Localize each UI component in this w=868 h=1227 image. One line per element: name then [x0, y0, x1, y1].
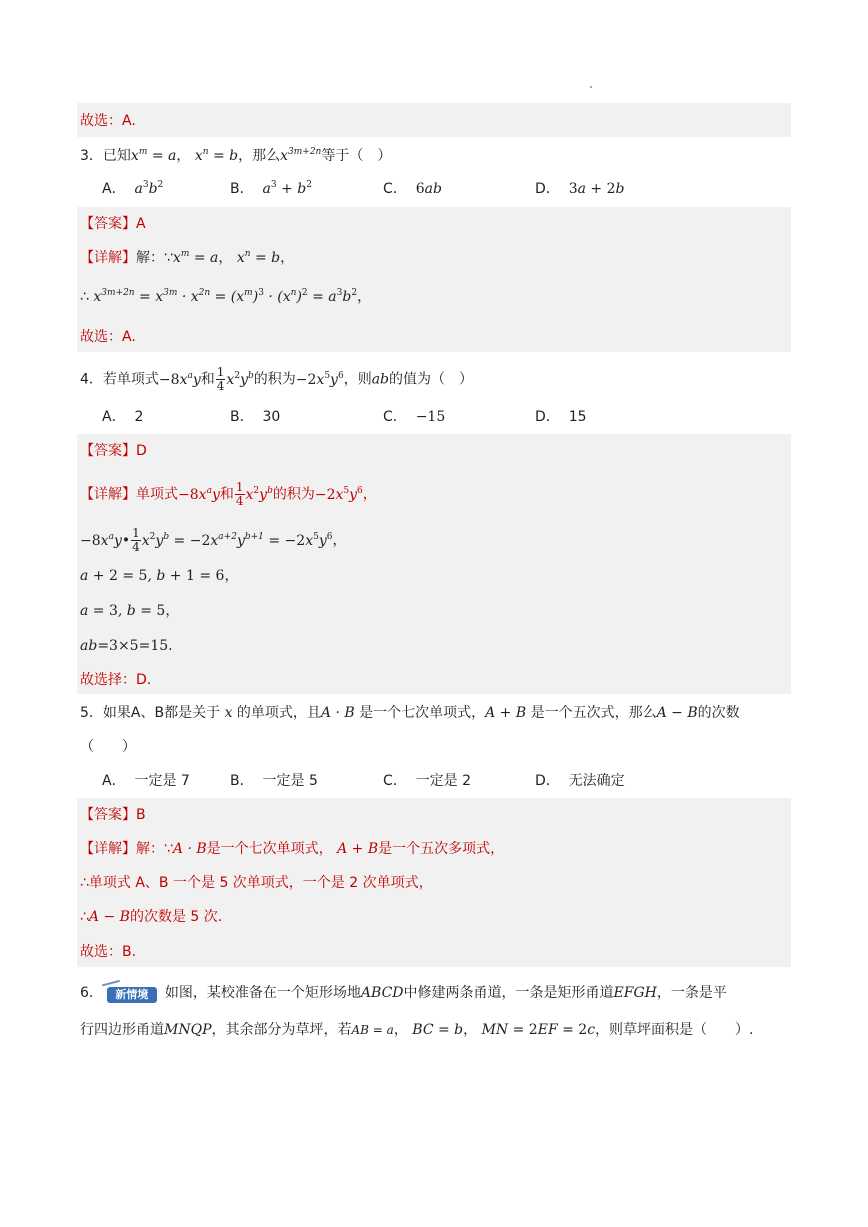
new-scenario-badge: 新情境 [103, 982, 161, 1004]
q4-step-4: ab=3×5=15. [80, 638, 173, 654]
q4-option-b: B． 30 [230, 409, 281, 425]
q4-detail: 【详解】单项式$-8x^ay$和 $\frac{1}{4}$ $x^2y^b$的积为$-2x^5y^6$， [80, 480, 377, 508]
q5-stem: 5．如果A、B都是关于 x 的单项式，且A · B 是一个七次单项式，A + B 是一个五次式，那么A − B的次数 [80, 705, 740, 721]
q3-option-a: A． $a^3b^2$ [102, 180, 164, 197]
q4-option-a: A． 2 [102, 409, 144, 425]
q4-conclusion: 故选择：D. [80, 672, 152, 688]
q3-number: 3． [80, 148, 103, 164]
speck [590, 86, 592, 88]
q3-option-b: B． $a^3 + b^2$ [230, 180, 312, 197]
q6-stem-line-2: 行四边形甬道MNQP，其余部分为草坪，若AB = a， BC = b， MN = 2EF = 2c，则草坪面积是（ ）. [80, 1022, 754, 1038]
q5-detail: 【详解】解：∵A · B是一个七次单项式， A + B是一个五次多项式， [80, 841, 505, 857]
q3-option-d: D． 3a + 2b [535, 181, 625, 197]
q2-conclusion: 故选：A. [80, 113, 136, 129]
q5-option-c: C． 一定是 2 [383, 773, 472, 789]
q5-answer: 【答案】B [80, 807, 146, 823]
q5-line-2: ∴单项式 A、B 一个是 5 次单项式，一个是 2 次单项式， [80, 875, 433, 891]
q5-option-a: A． 一定是 7 [102, 773, 190, 789]
q5-line-3: ∴A − B的次数是 5 次. [80, 909, 223, 925]
q4-stem: 4．若单项式$-8x^ay$和 $\frac{1}{4}$ $x^2y^b$的积为$-2x^5y^6$，则ab的值为（ ） [80, 365, 474, 393]
q3-answer: 【答案】A [80, 216, 146, 232]
q3-detail: 【详解】解：$\because x^m = a$， $x^n = b$， [80, 249, 295, 266]
q4-step-3: a = 3, b = 5， [80, 603, 180, 619]
q4-answer: 【答案】D [80, 443, 147, 459]
q4-option-c: C． −15 [383, 409, 446, 425]
q4-step-2: a + 2 = 5, b + 1 = 6， [80, 568, 239, 584]
q5-option-d: D． 无法确定 [535, 773, 625, 789]
q6-stem-line-1: 6． 新情境 如图，某校准备在一个矩形场地ABCD中修建两条甬道，一条是矩形甬道EFGH，一条是平 [80, 982, 792, 1004]
q5-conclusion: 故选：B. [80, 944, 137, 960]
q4-option-d: D． 15 [535, 409, 587, 425]
q3-stem: 3．已知$x^m = a$， $x^n = b$，那么$x^{3m+2n}$等于（ ） [80, 147, 392, 164]
q3-derivation: ∴ $x^{3m+2n} = x^{3m} \cdot x^{2n} = (x^m)^3 \cdot (x^n)^2 = a^3b^2$， [80, 288, 372, 305]
q3-option-c: C． 6ab [383, 181, 442, 197]
q5-option-b: B． 一定是 5 [230, 773, 318, 789]
q3-conclusion: 故选：A. [80, 329, 136, 345]
q5-paren: （ ） [80, 739, 136, 755]
q4-step-1: $-8x^ay•$ $\frac{1}{4}$ $x^2y^b = -2x^{a+2}y^{b+1} = -2x^5y^6$， [80, 526, 347, 554]
